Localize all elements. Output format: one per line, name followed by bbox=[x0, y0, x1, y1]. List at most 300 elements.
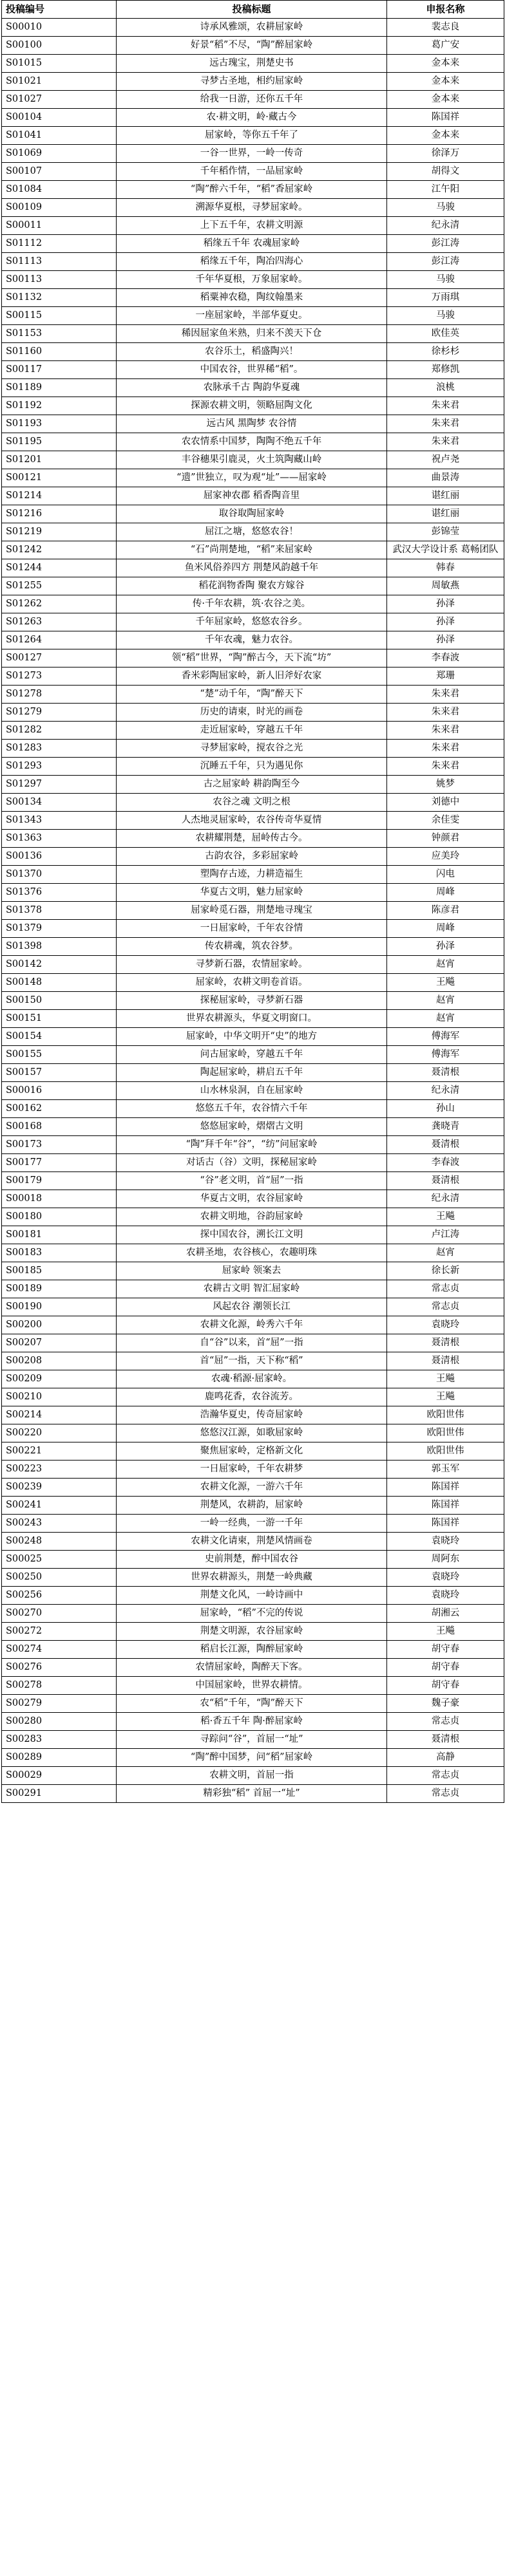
cell-submission-title: 农谷乐土，稻盛陶兴！ bbox=[117, 343, 387, 361]
cell-applicant-name: 赵宵 bbox=[387, 1244, 504, 1262]
table-row bbox=[2, 415, 504, 433]
cell-applicant-name: 姚梦 bbox=[387, 776, 504, 794]
cell-submission-title: 好景“稻”不尽，“陶”醉屈家岭 bbox=[117, 37, 387, 55]
cell-applicant-name: 彭江涛 bbox=[387, 253, 504, 271]
cell-submission-id: S00150 bbox=[2, 992, 117, 1010]
cell-submission-id: S00154 bbox=[2, 1028, 117, 1046]
cell-submission-title: 悠悠屈家岭，熠熠古文明 bbox=[117, 1118, 387, 1136]
cell-applicant-name: 马骏 bbox=[387, 307, 504, 325]
table-row bbox=[2, 235, 504, 253]
cell-submission-id: S00168 bbox=[2, 1118, 117, 1136]
table-row bbox=[2, 1082, 504, 1100]
cell-applicant-name: 朱来君 bbox=[387, 433, 504, 451]
table-row bbox=[2, 902, 504, 920]
cell-submission-id: S00142 bbox=[2, 956, 117, 974]
cell-submission-id: S00107 bbox=[2, 163, 117, 181]
table-row bbox=[2, 289, 504, 307]
cell-applicant-name: 刘德中 bbox=[387, 794, 504, 812]
cell-applicant-name: 徐长新 bbox=[387, 1262, 504, 1280]
table-row bbox=[2, 505, 504, 523]
table-row bbox=[2, 163, 504, 181]
cell-submission-id: S01398 bbox=[2, 938, 117, 956]
cell-submission-title: 丰谷穗果引鹿灵，火土筑陶藏山岭 bbox=[117, 451, 387, 469]
table-row bbox=[2, 541, 504, 559]
cell-applicant-name: 常志贞 bbox=[387, 1767, 504, 1785]
table-row bbox=[2, 1370, 504, 1388]
cell-submission-title: 传·千年农耕，筑·农谷之美。 bbox=[117, 595, 387, 613]
table-row bbox=[2, 109, 504, 127]
cell-submission-id: S01282 bbox=[2, 722, 117, 740]
cell-submission-title: 探秘屈家岭，寻梦新石器 bbox=[117, 992, 387, 1010]
cell-applicant-name: 傅海军 bbox=[387, 1046, 504, 1064]
cell-applicant-name: 王飚 bbox=[387, 1370, 504, 1388]
cell-submission-id: S00248 bbox=[2, 1533, 117, 1551]
table-row bbox=[2, 91, 504, 109]
cell-submission-id: S00109 bbox=[2, 199, 117, 217]
cell-applicant-name: 胡得文 bbox=[387, 163, 504, 181]
table-row bbox=[2, 1659, 504, 1677]
cell-applicant-name: 周峰 bbox=[387, 884, 504, 902]
cell-applicant-name: 金本来 bbox=[387, 55, 504, 73]
cell-submission-title: 香米彩陶屈家岭，新人旧斧好农家 bbox=[117, 667, 387, 686]
cell-submission-id: S01376 bbox=[2, 884, 117, 902]
cell-applicant-name: 袁晓玲 bbox=[387, 1533, 504, 1551]
cell-submission-title: 给我一日游，还你五千年 bbox=[117, 91, 387, 109]
cell-submission-title: 农脉承千古 陶韵华夏魂 bbox=[117, 379, 387, 397]
cell-submission-title: 千年农魂，魅力农谷。 bbox=[117, 631, 387, 649]
cell-applicant-name: 欧阳世伟 bbox=[387, 1424, 504, 1442]
table-row bbox=[2, 1064, 504, 1082]
cell-submission-id: S01113 bbox=[2, 253, 117, 271]
cell-applicant-name: 郑修凯 bbox=[387, 361, 504, 379]
cell-submission-title: 稻·香五千年 陶·醉屈家岭 bbox=[117, 1713, 387, 1731]
table-row bbox=[2, 199, 504, 217]
table-row bbox=[2, 956, 504, 974]
cell-applicant-name: 陈彦君 bbox=[387, 902, 504, 920]
cell-submission-id: S00148 bbox=[2, 974, 117, 992]
cell-submission-title: 历史的请柬，时光的画卷 bbox=[117, 704, 387, 722]
cell-submission-title: 塑陶存古迹，力耕造福生 bbox=[117, 866, 387, 884]
cell-applicant-name: 闪电 bbox=[387, 866, 504, 884]
cell-applicant-name: 聂清根 bbox=[387, 1064, 504, 1082]
cell-submission-id: S01132 bbox=[2, 289, 117, 307]
cell-submission-id: S01153 bbox=[2, 325, 117, 343]
cell-submission-title: 屈家神农郡 稻香陶音里 bbox=[117, 487, 387, 505]
cell-submission-title: 稻花润物香陶 聚农方嫁谷 bbox=[117, 577, 387, 595]
cell-applicant-name: 韩春 bbox=[387, 559, 504, 577]
cell-applicant-name: 赵宵 bbox=[387, 956, 504, 974]
cell-applicant-name: 余佳雯 bbox=[387, 812, 504, 830]
cell-applicant-name: 孙泽 bbox=[387, 938, 504, 956]
cell-applicant-name: 聂清根 bbox=[387, 1352, 504, 1370]
table-row bbox=[2, 487, 504, 505]
cell-submission-id: S00173 bbox=[2, 1136, 117, 1154]
cell-submission-title: 寻梦古圣地，相约屈家岭 bbox=[117, 73, 387, 91]
cell-submission-title: 远古风 黑陶梦 农谷情 bbox=[117, 415, 387, 433]
table-row bbox=[2, 1605, 504, 1623]
cell-submission-id: S00016 bbox=[2, 1082, 117, 1100]
cell-applicant-name: 孙泽 bbox=[387, 613, 504, 631]
cell-submission-title: “石”尚荆楚地，“稻”来屈家岭 bbox=[117, 541, 387, 559]
table-row bbox=[2, 1641, 504, 1659]
cell-submission-title: 浩瀚华夏史，传奇屈家岭 bbox=[117, 1406, 387, 1424]
cell-submission-id: S01219 bbox=[2, 523, 117, 541]
cell-applicant-name: 欧阳世伟 bbox=[387, 1406, 504, 1424]
table-row bbox=[2, 145, 504, 163]
table-row bbox=[2, 1262, 504, 1280]
table-row bbox=[2, 55, 504, 73]
cell-submission-title: 农耕文化请柬，荆楚风情画卷 bbox=[117, 1533, 387, 1551]
cell-submission-title: 中国屈家岭，世界农耕情。 bbox=[117, 1677, 387, 1695]
cell-applicant-name: 朱来君 bbox=[387, 740, 504, 758]
table-row bbox=[2, 830, 504, 848]
cell-submission-id: S00100 bbox=[2, 37, 117, 55]
cell-applicant-name: 聂清根 bbox=[387, 1172, 504, 1190]
cell-submission-id: S00011 bbox=[2, 217, 117, 235]
cell-submission-id: S01363 bbox=[2, 830, 117, 848]
cell-submission-id: S00270 bbox=[2, 1605, 117, 1623]
cell-submission-title: 人杰地灵屈家岭，农谷传奇华夏情 bbox=[117, 812, 387, 830]
cell-applicant-name: 朱来君 bbox=[387, 415, 504, 433]
cell-submission-id: S01214 bbox=[2, 487, 117, 505]
table-row bbox=[2, 451, 504, 469]
cell-submission-id: S01264 bbox=[2, 631, 117, 649]
cell-submission-id: S00250 bbox=[2, 1569, 117, 1587]
cell-applicant-name: 江午阳 bbox=[387, 181, 504, 199]
cell-submission-id: S00239 bbox=[2, 1479, 117, 1497]
cell-applicant-name: 陈国祥 bbox=[387, 109, 504, 127]
table-row bbox=[2, 1515, 504, 1533]
cell-applicant-name: 王飚 bbox=[387, 1208, 504, 1226]
cell-submission-title: 农耕文明，首屈一指 bbox=[117, 1767, 387, 1785]
table-row bbox=[2, 397, 504, 415]
cell-submission-title: 沉睡五千年，只为遇见你 bbox=[117, 758, 387, 776]
cell-submission-id: S01293 bbox=[2, 758, 117, 776]
cell-applicant-name: 徐杉杉 bbox=[387, 343, 504, 361]
cell-submission-id: S01084 bbox=[2, 181, 117, 199]
cell-applicant-name: 金本来 bbox=[387, 91, 504, 109]
header-applicant-name: 申报名称 bbox=[387, 1, 504, 19]
cell-applicant-name: 陈国祥 bbox=[387, 1515, 504, 1533]
cell-submission-id: S01195 bbox=[2, 433, 117, 451]
cell-submission-title: 千年华夏根，万象屈家岭。 bbox=[117, 271, 387, 289]
submission-table bbox=[1, 0, 504, 1803]
table-row bbox=[2, 433, 504, 451]
cell-applicant-name: 曲景涛 bbox=[387, 469, 504, 487]
cell-submission-id: S00115 bbox=[2, 307, 117, 325]
cell-submission-id: S00155 bbox=[2, 1046, 117, 1064]
cell-submission-title: 千年屈家岭，悠悠农谷乡。 bbox=[117, 613, 387, 631]
cell-submission-id: S00207 bbox=[2, 1334, 117, 1352]
cell-submission-title: 探源农耕文明，领略屈陶文化 bbox=[117, 397, 387, 415]
table-row bbox=[2, 1569, 504, 1587]
table-row bbox=[2, 1046, 504, 1064]
cell-applicant-name: 欧阳世伟 bbox=[387, 1442, 504, 1461]
cell-submission-title: 稻缘五千年，陶冶四海心 bbox=[117, 253, 387, 271]
cell-submission-title: 农情屈家岭，陶醉天下客。 bbox=[117, 1659, 387, 1677]
cell-applicant-name: 袁晓玲 bbox=[387, 1587, 504, 1605]
table-row bbox=[2, 1785, 504, 1803]
table-row bbox=[2, 631, 504, 649]
cell-applicant-name: 朱来君 bbox=[387, 722, 504, 740]
table-row bbox=[2, 1388, 504, 1406]
cell-submission-title: 领“稻”世界，“陶”醉古今，天下流“坊” bbox=[117, 649, 387, 667]
cell-submission-id: S01370 bbox=[2, 866, 117, 884]
cell-submission-title: 农耕圣地，农谷核心，农趣明珠 bbox=[117, 1244, 387, 1262]
cell-submission-title: 风起农谷 潮领长江 bbox=[117, 1298, 387, 1316]
cell-submission-title: 荆楚文化风，一岭诗画中 bbox=[117, 1587, 387, 1605]
table-row bbox=[2, 1244, 504, 1262]
cell-submission-id: S01263 bbox=[2, 613, 117, 631]
cell-submission-id: S01242 bbox=[2, 541, 117, 559]
cell-submission-title: 鹿鸣花香，农谷流芳。 bbox=[117, 1388, 387, 1406]
cell-submission-title: 问古屈家岭，穿越五千年 bbox=[117, 1046, 387, 1064]
table-row bbox=[2, 343, 504, 361]
cell-submission-id: S01379 bbox=[2, 920, 117, 938]
header-submission-title: 投稿标题 bbox=[117, 1, 387, 19]
table-body bbox=[2, 19, 504, 1803]
cell-submission-id: S01378 bbox=[2, 902, 117, 920]
table-row bbox=[2, 181, 504, 199]
cell-submission-title: 溯源华夏根，寻梦屈家岭。 bbox=[117, 199, 387, 217]
cell-applicant-name: 万雨琪 bbox=[387, 289, 504, 307]
cell-submission-title: 农耕文明地，谷韵屈家岭 bbox=[117, 1208, 387, 1226]
table-row bbox=[2, 217, 504, 235]
table-row bbox=[2, 1533, 504, 1551]
cell-submission-title: “陶”醉中国梦，问“稻”屈家岭 bbox=[117, 1749, 387, 1767]
cell-applicant-name: 袁晓玲 bbox=[387, 1569, 504, 1587]
cell-applicant-name: 陈国祥 bbox=[387, 1497, 504, 1515]
cell-submission-title: 古韵农谷，多彩屈家岭 bbox=[117, 848, 387, 866]
table-row bbox=[2, 1623, 504, 1641]
table-row bbox=[2, 649, 504, 667]
table-row bbox=[2, 1172, 504, 1190]
cell-submission-id: S00151 bbox=[2, 1010, 117, 1028]
cell-submission-id: S00162 bbox=[2, 1100, 117, 1118]
cell-applicant-name: 彭江涛 bbox=[387, 235, 504, 253]
cell-applicant-name: 马骏 bbox=[387, 271, 504, 289]
cell-submission-title: 史前荆楚，醉中国农谷 bbox=[117, 1551, 387, 1569]
cell-submission-id: S00177 bbox=[2, 1154, 117, 1172]
cell-applicant-name: 胡守春 bbox=[387, 1677, 504, 1695]
cell-applicant-name: 赵宵 bbox=[387, 1010, 504, 1028]
cell-applicant-name: 徐泽万 bbox=[387, 145, 504, 163]
table-row bbox=[2, 1136, 504, 1154]
cell-applicant-name: 纪永清 bbox=[387, 1190, 504, 1208]
table-row bbox=[2, 1154, 504, 1172]
cell-submission-id: S00190 bbox=[2, 1298, 117, 1316]
cell-applicant-name: 魏子豪 bbox=[387, 1695, 504, 1713]
cell-submission-id: S00256 bbox=[2, 1587, 117, 1605]
cell-submission-id: S01112 bbox=[2, 235, 117, 253]
table-row bbox=[2, 307, 504, 325]
cell-submission-id: S00127 bbox=[2, 649, 117, 667]
cell-submission-title: 中国农谷，世界稀“稻”。 bbox=[117, 361, 387, 379]
cell-submission-title: 一岭一经典，一游一千年 bbox=[117, 1515, 387, 1533]
cell-submission-id: S00136 bbox=[2, 848, 117, 866]
cell-submission-title: 走近屈家岭，穿越五千年 bbox=[117, 722, 387, 740]
table-row bbox=[2, 559, 504, 577]
cell-applicant-name: 孙山 bbox=[387, 1100, 504, 1118]
cell-submission-id: S00029 bbox=[2, 1767, 117, 1785]
table-row bbox=[2, 1190, 504, 1208]
table-row bbox=[2, 1334, 504, 1352]
cell-applicant-name: 周敏燕 bbox=[387, 577, 504, 595]
cell-submission-id: S00276 bbox=[2, 1659, 117, 1677]
cell-submission-id: S00279 bbox=[2, 1695, 117, 1713]
cell-submission-title: 农“稻”千年，“陶”醉天下 bbox=[117, 1695, 387, 1713]
table-row bbox=[2, 361, 504, 379]
cell-submission-title: 农农情系中国梦，陶陶不绝五千年 bbox=[117, 433, 387, 451]
table-row bbox=[2, 1298, 504, 1316]
cell-applicant-name: 聂清根 bbox=[387, 1334, 504, 1352]
cell-submission-title: 远古瑰宝，荆楚史书 bbox=[117, 55, 387, 73]
cell-submission-id: S01160 bbox=[2, 343, 117, 361]
cell-applicant-name: 赵宵 bbox=[387, 992, 504, 1010]
cell-applicant-name: 常志贞 bbox=[387, 1713, 504, 1731]
cell-applicant-name: 朱来君 bbox=[387, 704, 504, 722]
cell-submission-id: S01255 bbox=[2, 577, 117, 595]
table-row bbox=[2, 1695, 504, 1713]
cell-applicant-name: 纪永清 bbox=[387, 217, 504, 235]
cell-submission-title: 寻梦新石器，农情屈家岭。 bbox=[117, 956, 387, 974]
cell-submission-id: S01343 bbox=[2, 812, 117, 830]
cell-applicant-name: 孙泽 bbox=[387, 631, 504, 649]
cell-submission-id: S00104 bbox=[2, 109, 117, 127]
table-row bbox=[2, 848, 504, 866]
table-row bbox=[2, 1677, 504, 1695]
table-row bbox=[2, 1749, 504, 1767]
cell-applicant-name: 孙泽 bbox=[387, 595, 504, 613]
cell-submission-id: S01283 bbox=[2, 740, 117, 758]
cell-submission-title: 华夏古文明，农谷屈家岭 bbox=[117, 1190, 387, 1208]
cell-submission-title: 探中国农谷，溯长江文明 bbox=[117, 1226, 387, 1244]
cell-applicant-name: 龚晓青 bbox=[387, 1118, 504, 1136]
cell-submission-title: 农耕古文明 智汇屈家岭 bbox=[117, 1280, 387, 1298]
cell-submission-id: S00274 bbox=[2, 1641, 117, 1659]
cell-submission-id: S00183 bbox=[2, 1244, 117, 1262]
cell-submission-id: S00189 bbox=[2, 1280, 117, 1298]
table-row bbox=[2, 667, 504, 686]
cell-submission-id: S00220 bbox=[2, 1424, 117, 1442]
cell-applicant-name: 常志贞 bbox=[387, 1280, 504, 1298]
cell-applicant-name: 李春波 bbox=[387, 649, 504, 667]
cell-applicant-name: 郑珊 bbox=[387, 667, 504, 686]
cell-applicant-name: 王飚 bbox=[387, 1388, 504, 1406]
cell-submission-id: S00223 bbox=[2, 1461, 117, 1479]
cell-submission-title: 屈家岭，等你五千年了 bbox=[117, 127, 387, 145]
cell-applicant-name: 朱来君 bbox=[387, 758, 504, 776]
cell-submission-title: 一日屈家岭，千年农谷情 bbox=[117, 920, 387, 938]
table-row bbox=[2, 1118, 504, 1136]
table-row bbox=[2, 325, 504, 343]
cell-applicant-name: 谌红丽 bbox=[387, 505, 504, 523]
table-row bbox=[2, 920, 504, 938]
cell-submission-title: 世界农耕源头，荆楚一岭典藏 bbox=[117, 1569, 387, 1587]
cell-submission-title: 屈家岭，“稻”不完的传说 bbox=[117, 1605, 387, 1623]
table-row bbox=[2, 992, 504, 1010]
cell-submission-title: “陶”醉六千年，“稻”香屈家岭 bbox=[117, 181, 387, 199]
cell-applicant-name: 应美玲 bbox=[387, 848, 504, 866]
table-row bbox=[2, 1479, 504, 1497]
table-row bbox=[2, 379, 504, 397]
table-row bbox=[2, 1226, 504, 1244]
cell-applicant-name: 武汉大学设计系 葛畅团队 bbox=[387, 541, 504, 559]
cell-submission-id: S00208 bbox=[2, 1352, 117, 1370]
cell-submission-title: 稻缘五千年 农魂屈家岭 bbox=[117, 235, 387, 253]
cell-applicant-name: 钟颜君 bbox=[387, 830, 504, 848]
cell-submission-title: 世界农耕源头，华夏文明窗口。 bbox=[117, 1010, 387, 1028]
cell-submission-title: “楚”动千年，“陶”醉天下 bbox=[117, 686, 387, 704]
cell-submission-id: S00243 bbox=[2, 1515, 117, 1533]
cell-applicant-name: 袁晓玲 bbox=[387, 1316, 504, 1334]
cell-submission-title: 自“谷”以来，首“屈”一指 bbox=[117, 1334, 387, 1352]
cell-submission-id: S01279 bbox=[2, 704, 117, 722]
cell-submission-id: S00280 bbox=[2, 1713, 117, 1731]
cell-submission-id: S01189 bbox=[2, 379, 117, 397]
table-row bbox=[2, 127, 504, 145]
cell-submission-id: S00210 bbox=[2, 1388, 117, 1406]
table-row bbox=[2, 704, 504, 722]
cell-applicant-name: 郭玉军 bbox=[387, 1461, 504, 1479]
cell-applicant-name: 王飚 bbox=[387, 974, 504, 992]
table-row bbox=[2, 866, 504, 884]
cell-submission-id: S00283 bbox=[2, 1731, 117, 1749]
table-row bbox=[2, 794, 504, 812]
cell-applicant-name: 周峰 bbox=[387, 920, 504, 938]
table-row bbox=[2, 1551, 504, 1569]
cell-submission-id: S01069 bbox=[2, 145, 117, 163]
table-row bbox=[2, 1010, 504, 1028]
cell-submission-id: S00200 bbox=[2, 1316, 117, 1334]
cell-submission-title: 农耕文化源，一游六千年 bbox=[117, 1479, 387, 1497]
cell-submission-title: 稻启长江源，陶醉屈家岭 bbox=[117, 1641, 387, 1659]
table-row bbox=[2, 595, 504, 613]
cell-submission-title: 屈家岭 领案去 bbox=[117, 1262, 387, 1280]
cell-submission-id: S00185 bbox=[2, 1262, 117, 1280]
cell-applicant-name: 裴志良 bbox=[387, 19, 504, 37]
table-row bbox=[2, 722, 504, 740]
cell-submission-id: S00181 bbox=[2, 1226, 117, 1244]
table-row bbox=[2, 758, 504, 776]
header-row bbox=[2, 1, 504, 19]
cell-submission-title: 古之屈家岭 耕韵陶至今 bbox=[117, 776, 387, 794]
cell-submission-title: 屈家岭，中华文明开“史”的地方 bbox=[117, 1028, 387, 1046]
cell-applicant-name: 胡守春 bbox=[387, 1641, 504, 1659]
cell-applicant-name: 周阿东 bbox=[387, 1551, 504, 1569]
table-row bbox=[2, 1767, 504, 1785]
cell-submission-title: 山水林泉洞，自在屈家岭 bbox=[117, 1082, 387, 1100]
cell-submission-id: S00025 bbox=[2, 1551, 117, 1569]
cell-applicant-name: 聂清根 bbox=[387, 1731, 504, 1749]
table-row bbox=[2, 740, 504, 758]
cell-applicant-name: 纪永清 bbox=[387, 1082, 504, 1100]
table-row bbox=[2, 686, 504, 704]
cell-submission-title: 屈江之塘，悠悠农谷！ bbox=[117, 523, 387, 541]
cell-submission-id: S00121 bbox=[2, 469, 117, 487]
cell-submission-title: 农谷之魂 文明之根 bbox=[117, 794, 387, 812]
table-row bbox=[2, 1352, 504, 1370]
table-row bbox=[2, 938, 504, 956]
cell-submission-id: S00010 bbox=[2, 19, 117, 37]
cell-submission-id: S00278 bbox=[2, 1677, 117, 1695]
cell-submission-id: S00117 bbox=[2, 361, 117, 379]
cell-submission-id: S00209 bbox=[2, 1370, 117, 1388]
table-row bbox=[2, 1731, 504, 1749]
table-row bbox=[2, 73, 504, 91]
cell-applicant-name: 常志贞 bbox=[387, 1785, 504, 1803]
cell-submission-title: 稀因屈家鱼米熟，归来不羡天下仓 bbox=[117, 325, 387, 343]
